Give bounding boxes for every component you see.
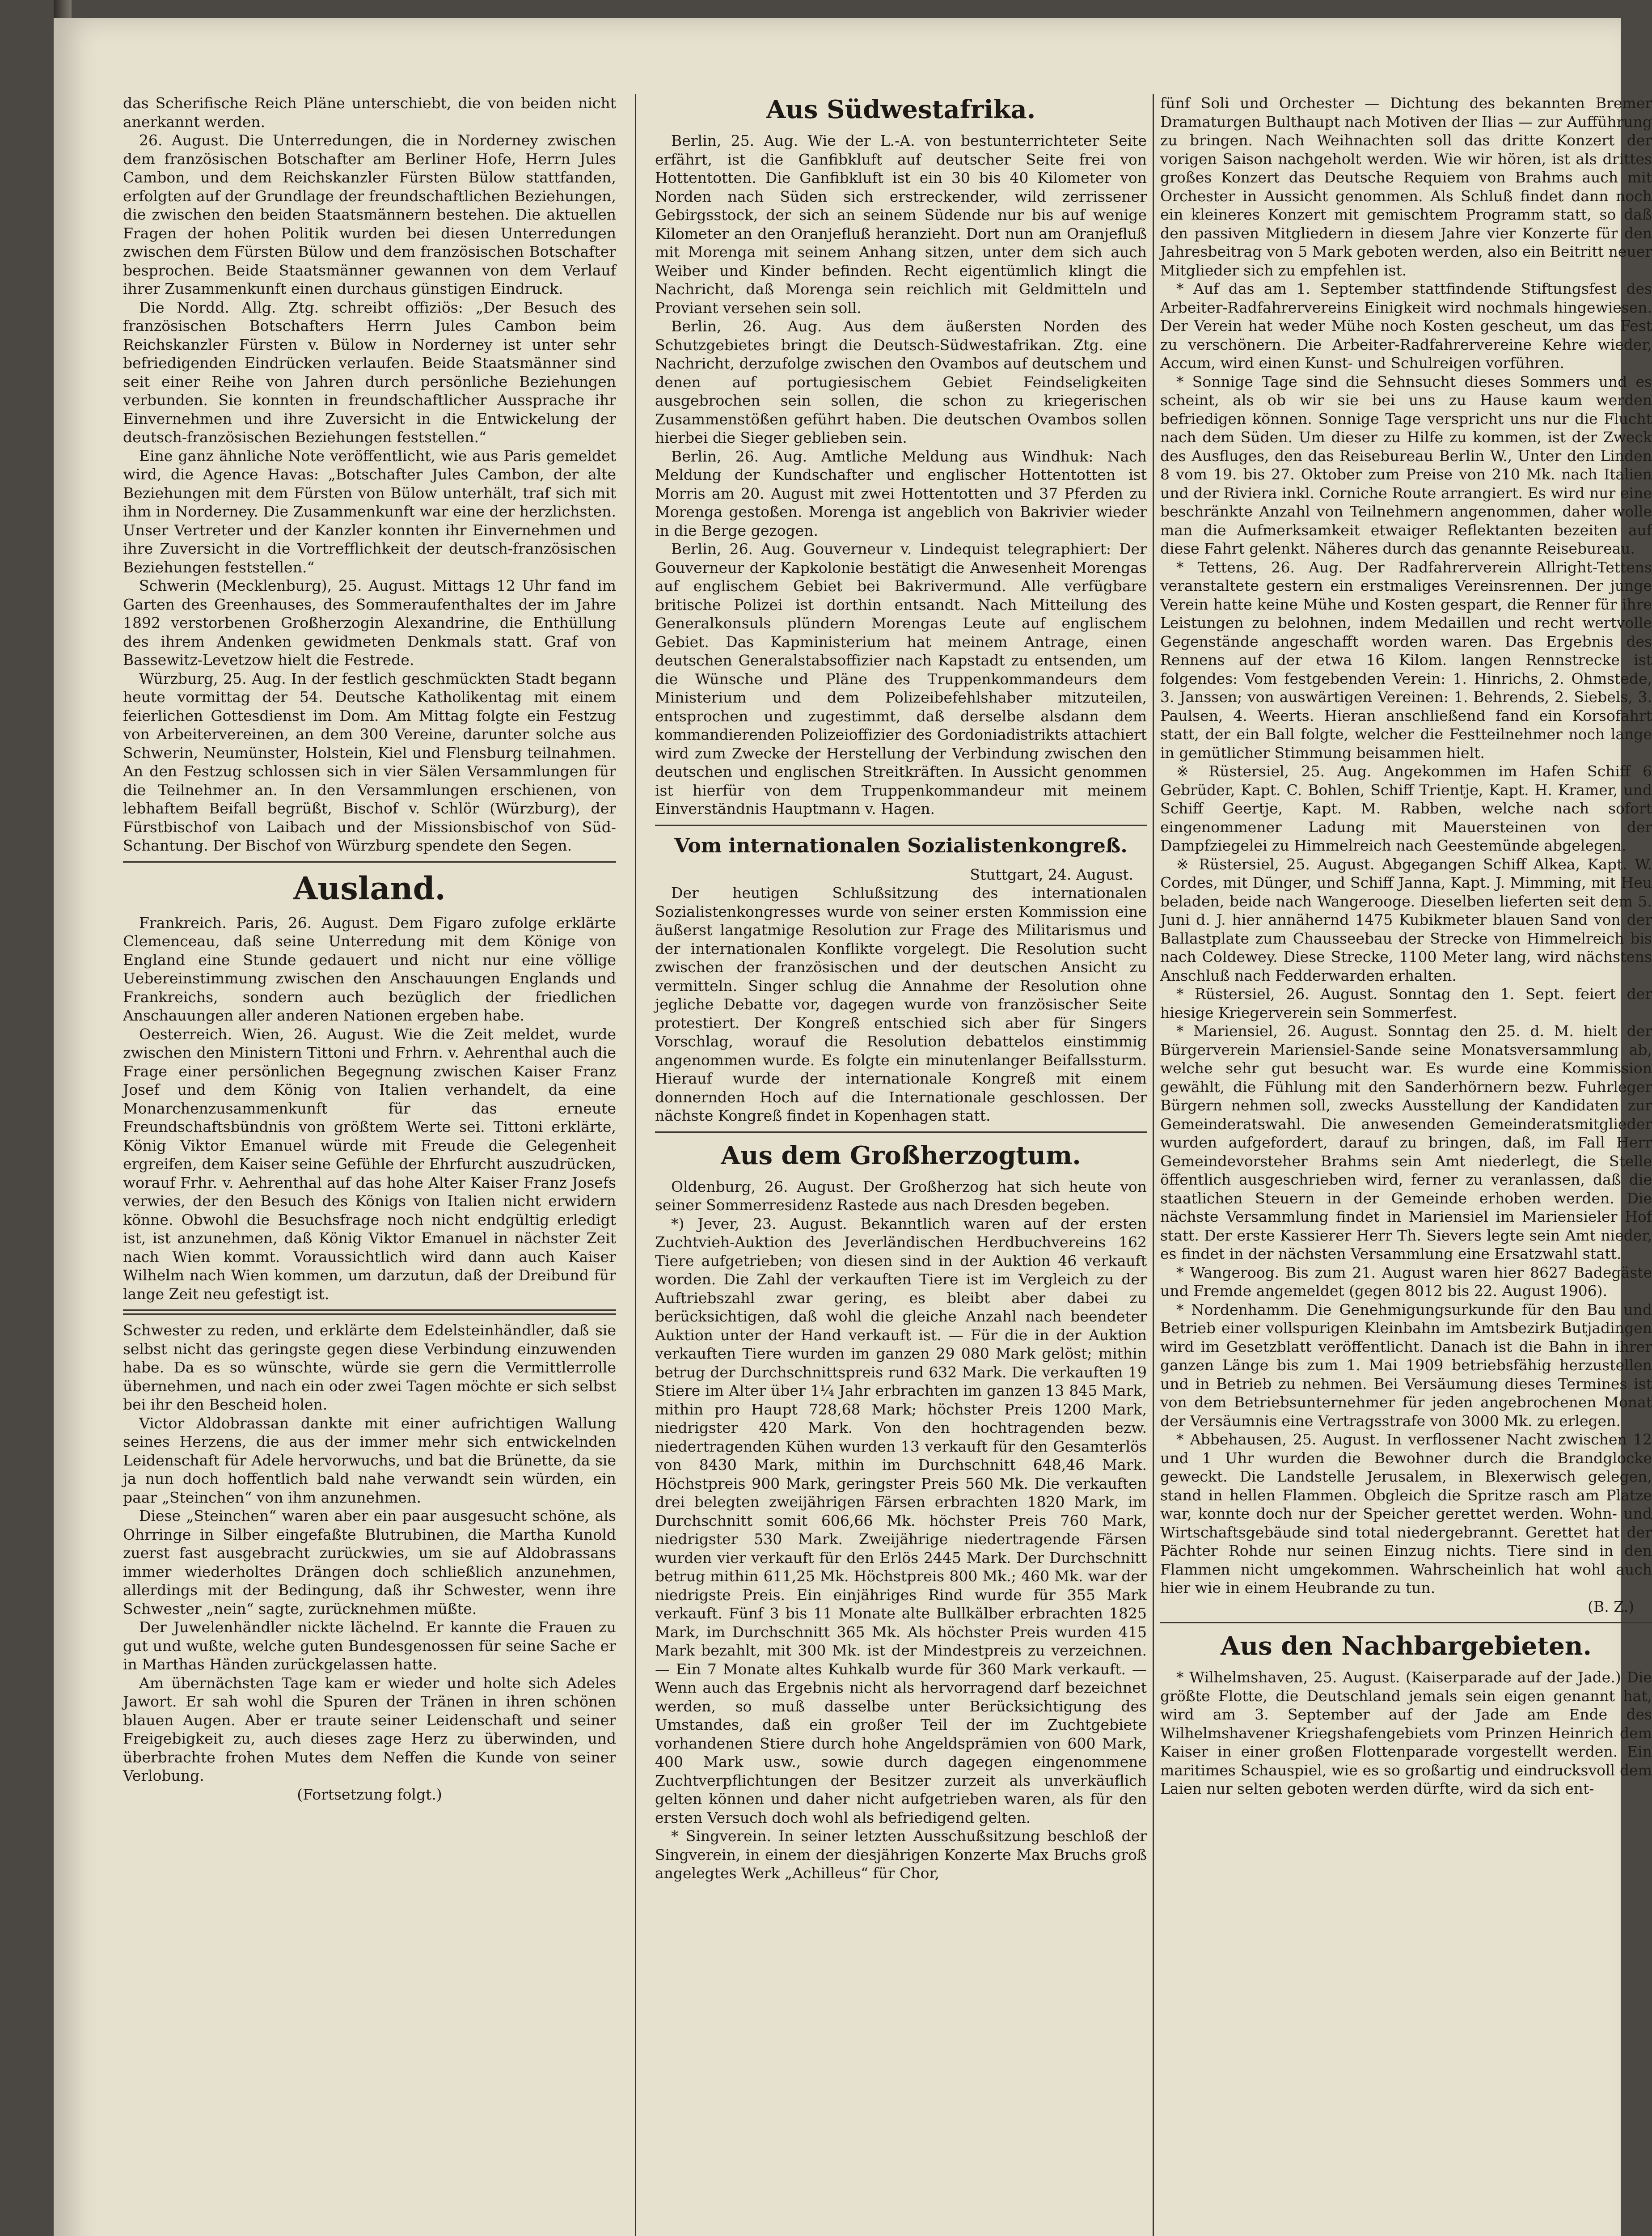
paragraph: * Tettens, 26. Aug. Der Radfahrerverein Allright-Tettens veranstaltete gestern ein erstmaliges Vereinsrennen. Der junge Verein hatte keine Mühe und Kosten gespart, die Renner für ihre Leistungen zu belohnen, indem Medaillen und recht wertvolle Gegenstände angeschafft worden waren. Das Ergebnis des Rennens auf der etwa 16 Kilom. langen Rennstrecke ist folgendes: Vom festgebenden Verein: 1. Hinrichs, 2. Ohmstede, 3. Janssen; von auswärtigen Vereinen: 1. Behrends, 2. Siebels, 3. Paulsen, 4. Weerts. Hieran anschließend fand ein Korsofahrt statt, der ein Ball folgte, welcher die Festteilnehmer noch lange in gemütlicher Stimmung beisammen hielt. xyxy=(1160,558,1652,762)
paragraph: Der Juwelenhändler nickte lächelnd. Er kannte die Frauen zu gut und wußte, welche guten Bundesgenossen für seine Sache er in Marthas Händen zurückgelassen hatte. xyxy=(123,1618,616,1673)
paragraph: Die Nordd. Allg. Ztg. schreibt offiziös: „Der Besuch des französischen Botschafters Herrn Jules Cambon beim Reichskanzler Fürsten v. Bülow in Norderney ist unter sehr befriedigenden Eindrücken verlaufen. Beide Staatsmänner sind seit einer Reihe von Jahren durch persönliche Beziehungen verbunden. Sie konnten in freundschaftlicher Aussprache ihr Einvernehmen und ihre Zuversicht in die Entwickelung der deutsch-französischen Beziehungen feststellen.“ xyxy=(123,298,616,446)
paragraph: Frankreich. Paris, 26. August. Dem Figaro zufolge erklärte Clemenceau, daß seine Unterredung mit dem Könige von England eine Stunde gedauert und nicht nur eine völlige Uebereinstimmung zwischen den Anschauungen Englands und Frankreichs, sondern auch bezüglich der friedlichen Anschauungen aller anderen Nationen ergeben habe. xyxy=(123,914,616,1024)
section-divider xyxy=(123,861,616,863)
paragraph: * Singverein. In seiner letzten Ausschußsitzung beschloß der Singverein, in einem der diesjährigen Konzerte Max Bruchs groß angelegtes Werk „Achilleus“ für Chor, xyxy=(655,1827,1147,1882)
paragraph: * Abbehausen, 25. August. In verflossener Nacht zwischen 12 und 1 Uhr wurden die Bewohner durch die Brandglocke geweckt. Die Landstelle Jerusalem, in Blexerwisch gelegen, stand in hellen Flammen. Obgleich die Spritze rasch am Platze war, konnte doch nur der Speicher gerettet werden. Wohn- und Wirtschaftsgebäude sind total niedergebrannt. Gerettet hat der Pächter Rohde nur seinen Einzug nichts. Tiere sind in den Flammen nicht umgekommen. Wahrscheinlich hat wohl auch hier wie in einem Heubrande zu tun. xyxy=(1160,1431,1652,1597)
paragraph: Eine ganz ähnliche Note veröffentlicht, wie aus Paris gemeldet wird, die Agence Havas: „Botschafter Jules Cambon, der alte Beziehungen mit dem Fürsten von Bülow unterhält, traf sich mit ihm in Norderney. Die Zusammenkunft war eine der herzlichsten. Unser Vertreter und der Kanzler konnten ihr Einvernehmen und ihre Zuversicht in die Vortrefflichkeit der deutsch-französischen Beziehungen feststellen.“ xyxy=(123,447,616,576)
column-divider xyxy=(1153,94,1154,2236)
section-divider xyxy=(655,825,1147,826)
paragraph: * Nordenhamm. Die Genehmigungsurkunde für den Bau und Betrieb einer vollspurigen Kleinbahn im Amtsbezirk Butjadingen wird im Gesetzblatt veröffentlicht. Danach ist die Bahn in ihrer ganzen Länge bis zum 1. Mai 1909 betriebsfähig herzustellen und in Betrieb zu nehmen. Bei Versäumung dieses Termines ist von dem Betriebsunternehmer für jeden angebrochenen Monat der Versäumnis eine Vertragsstrafe von 3000 Mk. zu erlegen. xyxy=(1160,1300,1652,1430)
paragraph: Schwerin (Mecklenburg), 25. August. Mittags 12 Uhr fand im Garten des Greenhauses, des Sommeraufenthaltes der im Jahre 1892 verstorbenen Großherzogin Alexandrine, die Enthüllung des ihrem Andenken gewidmeten Denkmals statt. Graf von Bassewitz-Levetzow hielt die Festrede. xyxy=(123,577,616,669)
paragraph: Schwester zu reden, und erklärte dem Edelsteinhändler, daß sie selbst nicht das geringste gegen diese Verbindung einzuwenden habe. Da es so wünschte, würde sie gern die Vermittlerrolle übernehmen, und nach ein oder zwei Tagen möchte er sich selbst bei ihr den Bescheid holen. xyxy=(123,1321,616,1413)
paragraph: Berlin, 26. Aug. Gouverneur v. Lindequist telegraphiert: Der Gouverneur der Kapkolonie bestätigt die Anwesenheit Morengas auf englischem Gebiet bei Bakrivermund. Alle verfügbare britische Polizei ist dorthin entsandt. Nach Mitteilung des Generalkonsuls plündern Morengas Leute auf englischem Gebiet. Das Kapministerium hat meinem Antrage, einen deutschen Generalstabsoffizier nach Kapstadt zu entsenden, um die Wünsche und Pläne des Truppenkommandeurs dem Ministerium und dem Polizeibefehlshaber mitzuteilen, entsprochen und zugestimmt, daß derselbe alsdann dem kommandierenden Polizeioffizier des Gordoniadistrikts attachiert wird zum Zwecke der Herstellung der Verbindung zwischen den deutschen und englischen Streitkräften. In Aussicht genommen ist hierfür von dem Truppenkommandeur mit meinem Einverständnis Hauptmann v. Hagen. xyxy=(655,540,1147,817)
paragraph: * Sonnige Tage sind die Sehnsucht dieses Sommers und es scheint, als ob wir sie bei uns zu Hause kaum werden befriedigen können. Sonnige Tage verspricht uns nur die Flucht nach dem Süden. Um dieser zu Hilfe zu kommen, ist der Zweck des Ausfluges, den das Reisebureau Berlin W., Unter den Linden 8 vom 19. bis 27. Oktober zum Preise von 210 Mk. nach Italien und der Riviera inkl. Corniche Route arrangiert. Es wird nur eine beschränkte Anzahl von Teilnehmern angenommen, daher wolle man die Aufmerksamkeit etwaiger Reflektanten bezeiten auf diese Fahrt gelenkt. Näheres durch das genannte Reisebureau. xyxy=(1160,373,1652,557)
source-signoff: (B. Z.) xyxy=(1588,1597,1634,1615)
paragraph: ※ Rüstersiel, 25. August. Abgegangen Schiff Alkea, Kapt. W. Cordes, mit Dünger, und Schiff Janna, Kapt. J. Mimming, mit Heu beladen, beide nach Wangerooge. Dieselben lieferten seit dem 5. Juni d. J. hier annähernd 1475 Kubikmeter blauen Sand von der Ballastplate zum Chausseebau der Strecke von Himmelreich bis nach Coldewey. Diese Strecke, 1100 Meter lang, wird nächstens Anschluß nach Fedderwarden erhalten. xyxy=(1160,855,1652,984)
column-middle xyxy=(655,94,1147,2236)
paragraph: Am übernächsten Tage kam er wieder und holte sich Adeles Jawort. Er sah wohl die Spuren der Tränen in ihren schönen blauen Augen. Aber er traute seiner Leidenschaft und seiner Freigebigkeit zu, auch dieses zage Herz zu überwinden, und überbrachte frohen Mutes dem Neffen die Kunde von seiner Verlobung. xyxy=(123,1674,616,1784)
paragraph: * Wilhelmshaven, 25. August. (Kaiserparade auf der Jade.) Die größte Flotte, die Deutschland jemals sein eigen genannt hat, wird am 3. September auf der Jade am Ende des Wilhelmshavener Kriegshafengebiets vom Prinzen Heinrich dem Kaiser in einer großen Flottenparade vorgestellt werden. Ein maritimes Schauspiel, wie es so großartig und eindrucksvoll dem Laien nur selten geboten werden dürfte, wird da sich ent- xyxy=(1160,1669,1652,1797)
newspaper-page xyxy=(54,18,1652,2236)
paragraph: Victor Aldobrassan dankte mit einer aufrichtigen Wallung seines Herzens, die aus der immer mehr sich entwickelnden Leidenschaft für Adele hervorwuchs, und bat die Brünette, da sie ja nun doch hoffentlich bald nahe verwandt sein würden, ein paar „Steinchen“ von ihm anzunehmen. xyxy=(123,1414,616,1506)
feuilleton-divider xyxy=(123,1309,616,1315)
dateline: Stuttgart, 24. August. xyxy=(970,865,1133,883)
section-heading-suedwestafrika: Aus Südwestafrika. xyxy=(766,95,1036,124)
paragraph: * Wangeroog. Bis zum 21. August waren hier 8627 Badegäste und Fremde angemeldet (gegen 8012 bis 22. August 1906). xyxy=(1160,1263,1652,1300)
section-divider xyxy=(1160,1622,1652,1623)
section-divider xyxy=(655,1131,1147,1133)
section-heading-nachbargebiete: Aus den Nachbargebieten. xyxy=(1221,1631,1592,1661)
paragraph: Würzburg, 25. Aug. In der festlich geschmückten Stadt begann heute vormittag der 54. Deutsche Katholikentag mit einem feierlichen Gottesdienst im Dom. Am Mittag folgte ein Festzug von Arbeitervereinen, an dem 300 Vereine, darunter solche aus Schwerin, Neumünster, Holstein, Kiel und Flensburg teilnahmen. An den Festzug schlossen sich in vier Sälen Versammlungen für die Teilnehmer an. In den Versammlungen erschienen, von lebhaftem Beifall begrüßt, Bischof v. Schlör (Würzburg), der Fürstbischof von Laibach und der Missionsbischof von Süd-Schantung. Der Bischof von Würzburg spendete den Segen. xyxy=(123,669,616,854)
paragraph: ※ Rüstersiel, 25. Aug. Angekommen im Hafen Schiff 6 Gebrüder, Kapt. C. Bohlen, Schiff Trientje, Kapt. H. Kramer, und Schiff Geertje, Kapt. M. Rabben, welche nach sofort eingenommener Ladung mit Mauersteinen von der Dampfziegelei zu Himmelreich nach Geestemünde abgelegen. xyxy=(1160,762,1652,854)
section-heading-sozialistenkongress: Vom internationalen Sozialistenkongreß. xyxy=(674,834,1128,857)
continuation-note: (Fortsetzung folgt.) xyxy=(297,1785,442,1803)
paragraph: Oldenburg, 26. August. Der Großherzog hat sich heute von seiner Sommerresidenz Rastede aus nach Dresden begeben. xyxy=(655,1177,1147,1214)
paragraph: Der heutigen Schlußsitzung des internationalen Sozialistenkongresses wurde von seiner ersten Kommission eine äußerst langatmige Resolution zur Frage des Militarismus und der internationalen Konflikte vorgelegt. Die Resolution sucht zwischen der französischen und der deutschen Ansicht zu vermitteln. Singer schlug die Annahme der Resolution ohne jegliche Debatte vor, dagegen wurde von französischer Seite protestiert. Der Kongreß entschied sich aber für Singers Vorschlag, worauf die Resolution debattelos einstimmig angenommen wurde. Es folgte ein minutenlanger Beifallssturm. Hierauf wurde der internationale Kongreß mit einem donnernden Hoch auf die Internationale geschlossen. Der nächste Kongreß findet in Kopenhagen statt. xyxy=(655,884,1147,1124)
paragraph: * Rüstersiel, 26. August. Sonntag den 1. Sept. feiert der hiesige Kriegerverein sein Sommerfest. xyxy=(1160,985,1652,1021)
paragraph: * Auf das am 1. September stattfindende Stiftungsfest des Arbeiter-Radfahrervereins Einigkeit wird nochmals hingewiesen. Der Verein hat weder Mühe noch Kosten gescheut, um das Fest zu verschönern. Die Arbeiter-Radfahrervereine Kehre wieder, Accum, wird einen Kunst- und Schulreigen vorführen. xyxy=(1160,280,1652,372)
column-divider xyxy=(635,94,636,2236)
paragraph: *) Jever, 23. August. Bekanntlich waren auf der ersten Zuchtvieh-Auktion des Jeverländischen Herdbuchvereins 162 Tiere aufgetrieben; von diesen sind in der Auktion 46 verkauft worden. Die Zahl der verkauften Tiere ist im Vergleich zu der Auftriebszahl zwar gering, es bleibt aber dabei zu berücksichtigen, daß wohl die gleiche Anzahl nach beendeter Auktion unter der Hand verkauft ist. — Für die in der Auktion verkauften Tiere wurden im ganzen 29 080 Mark gelöst; mithin betrug der Durchschnittspreis rund 632 Mark. Die verkauften 19 Stiere im Alter über 1¼ Jahr erbrachten im ganzen 13 845 Mark, mithin pro Haupt 728,68 Mark; höchster Preis 1200 Mark, niedrigster 420 Mark. Von den hochtragenden bezw. niedertragenden Kühen wurden 13 verkauft für den Gesamterlös von 8430 Mark, mithin im Durchschnitt 648,46 Mark. Höchstpreis 900 Mark, geringster Preis 560 Mk. Die verkauften drei belegten zweijährigen Färsen erbrachten 1820 Mark, im Durchschnitt somit 606,66 Mk. höchster Preis 760 Mark, niedrigster 530 Mark. Zweijährige niedertragende Färsen wurden vier verkauft für den Erlös 2445 Mark. Der Durchschnitt betrug mithin 611,25 Mk. Höchstpreis 800 Mk.; 460 Mk. war der niedrigste Preis. Ein einjähriges Rind wurde für 355 Mark verkauft. Fünf 3 bis 11 Monate alte Bullkälber erbrachten 1825 Mark, im Durchschnitt 365 Mk. Als höchster Preis wurden 415 Mark bezahlt, mit 300 Mk. ist der Mindestpreis zu verzeichnen. — Ein 7 Monate altes Kuhkalb wurde für 360 Mark verkauft. — Wenn auch das Ergebnis nicht als hervorragend darf bezeichnet werden, so muß dasselbe unter Berücksichtigung des Umstandes, daß ein großer Teil der im Zuchtgebiete vorhandenen Stiere durch hohe Angeldsprämien von 600 Mark, 400 Mark usw., sowie durch dagegen eingenommene Zuchtverpflichtungen der Besitzer zurzeit als unverkäuflich gelten können und daher nicht aufgetrieben waren, als für den ersten Versuch doch wohl als befriedigend gelten. xyxy=(655,1215,1147,1826)
paragraph: das Scherifische Reich Pläne unterschiebt, die von beiden nicht anerkannt werden. xyxy=(123,94,616,131)
paragraph: Berlin, 25. Aug. Wie der L.-A. von bestunterrichteter Seite erfährt, ist die Ganfibkluft auf deutscher Seite frei von Hottentotten. Die Ganfibkluft ist ein 30 bis 40 Kilometer von Norden nach Süden sich erstreckender, wild zerrissener Gebirgsstock, der sich an seinem Südende nur bis auf wenige Kilometer an den Oranjefluß heranzieht. Dort nun am Oranjefluß mit Morenga mit seinem Anhang sitzen, unter dem sich auch Weiber und Kinder befinden. Recht eigentümlich klingt die Nachricht, daß Morenga sein reichlich mit Geldmitteln und Proviant versehen sein soll. xyxy=(655,132,1147,317)
paragraph: Berlin, 26. Aug. Aus dem äußersten Norden des Schutzgebietes bringt die Deutsch-Südwestafrikan. Ztg. eine Nachricht, derzufolge zwischen den Ovambos auf deutschem und denen auf portugiesischem Gebiet Feindseligkeiten ausgebrochen sein sollen, die schon zu kriegerischen Zusammenstößen geführt haben. Die deutschen Ovambos sollen hierbei die Sieger geblieben sein. xyxy=(655,318,1147,446)
paragraph: Diese „Steinchen“ waren aber ein paar ausgesucht schöne, als Ohrringe in Silber eingefaßte Blutrubinen, die Martha Kunold zuerst fast ausgebracht zurückwies, um sie auf Aldobrassans immer wiederholtes Drängen doch schließlich anzunehmen, allerdings mit der Bedingung, daß ihr Schwester, wenn ihre Schwester „nein“ sagte, zurücknehmen müßte. xyxy=(123,1507,616,1618)
column-right xyxy=(1160,94,1652,2236)
section-heading-grossherzogtum: Aus dem Großherzogtum. xyxy=(721,1140,1081,1170)
paragraph: Berlin, 26. Aug. Amtliche Meldung aus Windhuk: Nach Meldung der Kundschafter und englischer Hottentotten ist Morris am 20. August mit zwei Hottentotten und 37 Pferden zu Morenga gestoßen. Morenga ist angeblich von Bakrivier wieder in die Berge gezogen. xyxy=(655,447,1147,539)
paragraph: Oesterreich. Wien, 26. August. Wie die Zeit meldet, wurde zwischen den Ministern Tittoni und Frhrn. v. Aehrenthal auch die Frage einer persönlichen Begegnung zwischen Kaiser Franz Josef und dem König von Italien verhandelt, da eine Monarchenzusammenkunft für das erneute Freundschaftsbündnis von größtem Werte sei. Tittoni erklärte, König Viktor Emanuel würde mit Freude die Gelegenheit ergreifen, dem Kaiser seine Gefühle der Ehrfurcht auszudrücken, worauf Frhr. v. Aehrenthal auf das hohe Alter Kaiser Franz Josefs verwies, der den Besuch des Königs von Italien nicht erwidern könne. Obwohl die Besuchsfrage noch nicht endgültig erledigt ist, ist anzunehmen, daß König Viktor Emanuel in nächster Zeit nach Wien kommt. Voraussichtlich wird dann auch Kaiser Wilhelm nach Wien kommen, um darzutun, daß der Dreibund für lange Zeit neu gefestigt ist. xyxy=(123,1025,616,1303)
section-heading-ausland: Ausland. xyxy=(293,869,446,907)
paragraph: 26. August. Die Unterredungen, die in Norderney zwischen dem französischen Botschafter am Berliner Hofe, Herrn Jules Cambon, und dem Reichskanzler Fürsten Bülow stattfanden, erfolgten auf der Grundlage der freundschaftlichen Beziehungen, die zwischen den beiden Staatsmännern bestehen. Die aktuellen Fragen der hohen Politik wurden bei diesen Unterredungen zwischen dem Fürsten Bülow und dem französischen Botschafter besprochen. Beide Staatsmänner gewannen von dem Verlauf ihrer Zusammenkunft einen durchaus günstigen Eindruck. xyxy=(123,131,616,297)
paragraph: * Mariensiel, 26. August. Sonntag den 25. d. M. hielt der Bürgerverein Mariensiel-Sande seine Monatsversammlung ab, welche sehr gut besucht war. Es wurde eine Kommission gewählt, die Fühlung mit den Sanderhörnern bezw. Fuhrleger Bürgern nehmen soll, zwecks Ausstellung der Kandidaten zur Gemeinderatswahl. Die anwesenden Gemeinderatsmitglieder wurden aufgefordert, darauf zu bringen, daß, im Fall Herr Gemeindevorsteher Brahms sein Amt niederlegt, die Stelle öffentlich ausgeschrieben wird, ferner zu veranlassen, daß die staatlichen Steuern in der Gemeinde erhoben werden. Die nächste Versammlung findet in Mariensiel im Mariensieler Hof statt. Der erste Kassierer Herr Th. Sievers legte sein Amt nieder, es findet in der nächsten Versammlung eine Ersatzwahl statt. xyxy=(1160,1022,1652,1262)
column-left xyxy=(123,94,616,2236)
paragraph: fünf Soli und Orchester — Dichtung des bekannten Bremer Dramaturgen Bulthaupt nach Motiven der Ilias — zur Aufführung zu bringen. Nach Weihnachten soll das dritte Konzert der vorigen Saison nachgeholt werden. Wie wir hören, ist als drittes großes Konzert das Deutsche Requiem von Brahms auch mit Orchester in Aussicht genommen. Als Schluß findet dann noch ein kleineres Konzert mit gemischtem Programm statt, so daß den passiven Mitgliedern in diesem Jahre vier Konzerte für den Jahresbeitrag von 5 Mark geboten werden, also ein Beitritt neuer Mitglieder sich zu empfehlen ist. xyxy=(1160,94,1652,279)
